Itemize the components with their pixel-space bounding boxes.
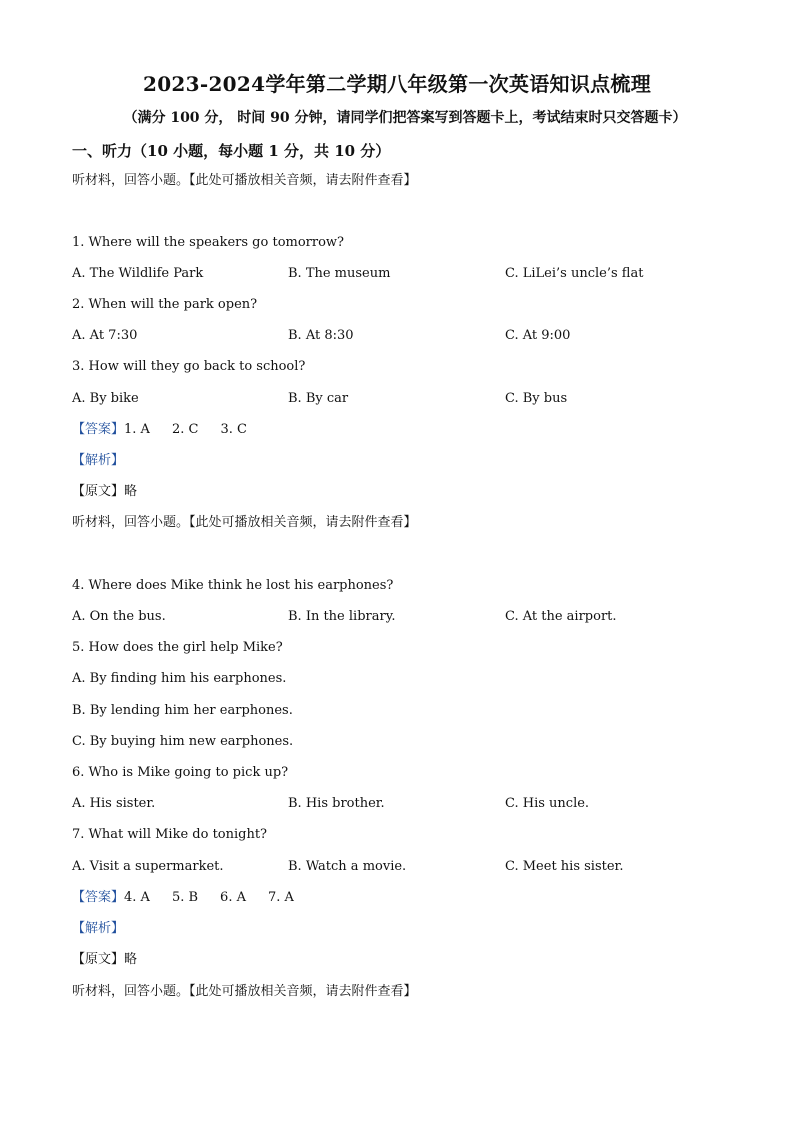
answer-label: 【答案】 [72,890,125,905]
option-a: A. Visit a supermarket. [72,859,224,874]
option-b: B. In the library. [288,609,396,624]
option-b: B. At 8:30 [288,328,354,343]
answer-value: 7. A [267,890,294,905]
answer-line [72,421,269,439]
answer-label: 【答案】 [72,422,125,437]
question-text: 7. What will Mike do tonight? [72,827,268,842]
option-b: B. By car [288,391,349,406]
question-text: 2. When will the park open? [72,297,258,312]
option-c: C. Meet his sister. [505,859,624,874]
audio-instruction: 听材料，回答小题。【此处可播放相关音频，请去附件查看】 [72,173,417,188]
option-b: B. The museum [288,266,391,281]
audio-instruction: 听材料，回答小题。【此处可播放相关音频，请去附件查看】 [72,515,417,530]
option-c: C. At the airport. [505,609,617,624]
original-label: 【原文】 [72,484,125,499]
question-text: 5. How does the girl help Mike? [72,640,283,655]
option-c: C. LiLei’s uncle’s flat [505,266,644,281]
answer-value: 5. B [171,890,199,905]
question-text: 3. How will they go back to school? [72,359,306,374]
option-a: A. At 7:30 [72,328,138,343]
option-c: C. By bus [505,391,568,406]
original-text: 略 [124,484,138,499]
answer-line [72,889,316,907]
option-a: A. The Wildlife Park [72,266,204,281]
original-label: 【原文】 [72,952,125,967]
question-text: 4. Where does Mike think he lost his earphones? [72,578,394,593]
audio-instruction: 听材料，回答小题。【此处可播放相关音频，请去附件查看】 [72,984,417,999]
answer-value: 4. A [124,890,150,905]
exam-instructions: （满分 100 分， 时间 90 分钟，请同学们把答案写到答题卡上，考试结束时只交答题卡） [123,110,687,126]
answer-value: 3. C [220,422,247,437]
option-b: B. Watch a movie. [288,859,407,874]
option-a: A. On the bus. [72,609,166,624]
original-line [72,483,137,501]
option-a: A. His sister. [72,796,156,811]
answer-value: 6. A [220,890,246,905]
option-b: B. By lending him her earphones. [72,703,293,718]
answer-value: 1. A [124,422,150,437]
analysis-label: 【解析】 [72,453,125,468]
original-line [72,951,137,969]
option-a: A. By finding him his earphones. [72,671,287,686]
original-text: 略 [124,952,138,967]
option-c: C. His uncle. [505,796,590,811]
question-text: 6. Who is Mike going to pick up? [72,765,289,780]
option-c: C. By buying him new earphones. [72,734,294,749]
section-heading: 一、听力（10 小题，每小题 1 分，共 10 分） [72,142,391,160]
answer-value: 2. C [171,422,199,437]
option-c: C. At 9:00 [505,328,571,343]
option-b: B. His brother. [288,796,385,811]
option-a: A. By bike [72,391,139,406]
question-text: 1. Where will the speakers go tomorrow? [72,235,345,250]
analysis-label: 【解析】 [72,921,125,936]
page-title: 2023-2024学年第二学期八年级第一次英语知识点梳理 [142,72,652,96]
